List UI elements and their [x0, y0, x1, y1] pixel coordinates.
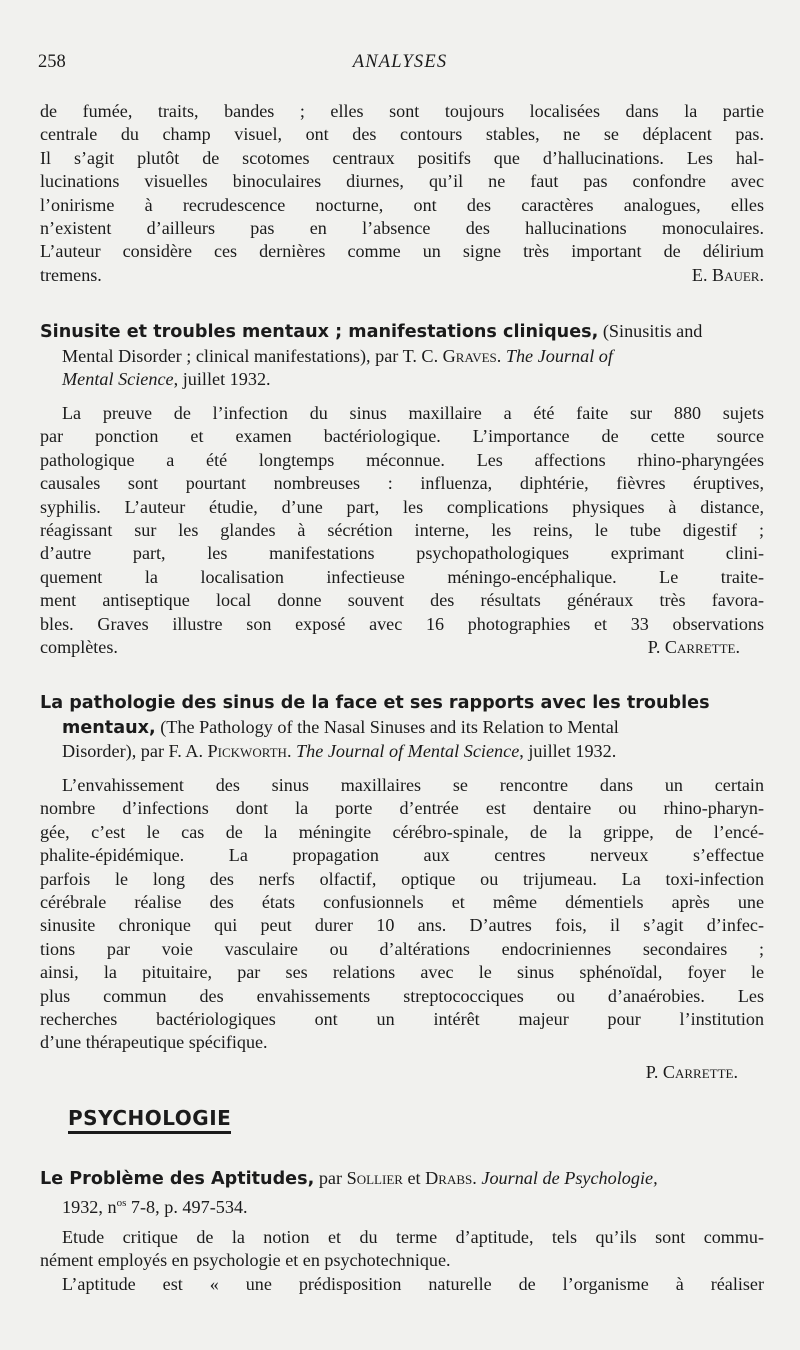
text-line-start: tremens. [40, 264, 102, 285]
issue-year: 1932, n [62, 1196, 117, 1217]
text-line: parfois le long des nerfs olfactif, optique ou trijumeau. La toxi-infection [40, 868, 764, 889]
title-line: Le Problème des Aptitudes, par Sollier et Drabs. Journal de Psychologie, [40, 1168, 658, 1189]
text-line: plus commun des envahissements streptococciques ou d’anaérobies. Les [40, 985, 764, 1006]
title-bold-cont: mentaux, [62, 717, 156, 738]
page-number: 258 [38, 52, 66, 72]
article-body-pathologie [40, 774, 764, 1084]
title-rest: (Sinusitis and [598, 321, 703, 341]
text-line: centrale du champ visuel, ont des contours stables, ne se déplacent pas. [40, 124, 764, 145]
signature-bauer: E. Bauer. [691, 264, 764, 285]
publication-date: , juillet 1932. [173, 369, 271, 389]
text-line: recherches bactériologiques ont un intérêt majeur pour l’institution [40, 1009, 764, 1030]
title-bold: La pathologie des sinus de la face et ses rapports avec les troubles [40, 693, 710, 713]
article-body-aptitudes [40, 1226, 764, 1296]
author-name: Sollier [346, 1168, 403, 1188]
signature-carrette: P. Carrette. [647, 637, 740, 658]
text-line-start: complètes. [40, 637, 118, 658]
author-name: Graves [442, 345, 497, 366]
text-line: lucinations visuelles binoculaires diurnes, qu’il ne faut pas confondre avec [40, 171, 764, 192]
text-line [40, 264, 764, 287]
text-line: tions par voie vasculaire ou d’altérations endocriniennes secondaires ; [40, 938, 764, 959]
text-line: La preuve de l’infection du sinus maxillaire a été faite sur 880 sujets [62, 403, 764, 423]
title-line-text: Mental Disorder ; clinical manifestations), par T. C. [62, 345, 443, 366]
text-line: d’autre part, les manifestations psychopathologiques exprimant clini- [40, 543, 764, 564]
text-line: nombre d’infections dont la porte d’entrée est dentaire ou rhino-pharyn- [40, 798, 764, 819]
journal-name: Journal de Psychologie, [481, 1168, 658, 1188]
section-heading: PSYCHOLOGIE [68, 1106, 231, 1134]
text-line [40, 636, 764, 659]
article-title-pathologie [40, 692, 764, 764]
signature-carrette: P. Carrette. [645, 1061, 738, 1082]
text-line: l’onirisme à recrudescence nocturne, ont des caractères analogues, elles [40, 194, 764, 215]
text-line: bles. Graves illustre son exposé avec 16 photographies et 33 observations [40, 613, 764, 634]
author-dot: . [496, 345, 506, 366]
article-body-sinusite [40, 402, 764, 659]
text-line: Il s’agit plutôt de scotomes centraux positifs que d’hallucinations. Les hal- [40, 147, 764, 168]
text-line: syphilis. L’auteur étudie, d’une part, les complications physiques à distance, [40, 496, 764, 517]
text-line: cérébrale réalise des états confusionnels et même démentiels après une [40, 892, 764, 913]
journal-name-cont: Mental Science [62, 369, 174, 389]
article-title-aptitudes [40, 1167, 764, 1219]
author-name: Drabs [425, 1168, 473, 1188]
text-line: gée, c’est le cas de la méningite cérébro-spinale, de la grippe, de l’encé- [40, 821, 764, 842]
title-line [40, 716, 764, 741]
title-par: par [314, 1168, 347, 1188]
text-line: d’une thérapeutique spécifique. [40, 1032, 268, 1053]
title-line [40, 345, 764, 369]
text-line: L’envahissement des sinus maxillaires se rencontre dans un certain [62, 775, 764, 795]
text-line: causales sont pourtant nombreuses : influenza, diphtérie, fièvres éruptives, [40, 473, 764, 494]
text-line: ment antiseptique local donne souvent des résultats généraux très favora- [40, 590, 764, 611]
text-line: n’existent d’ailleurs pas en l’absence des hallucinations monoculaires. [40, 218, 764, 239]
running-title: ANALYSES [352, 52, 448, 72]
journal-name: The Journal of [505, 345, 613, 366]
title-rest: (The Pathology of the Nasal Sinuses and its Relation to Mental [155, 716, 619, 737]
text-line: réagissant sur les glandes à sécrétion interne, les reins, le tube digestif ; [40, 520, 764, 541]
text-line: L’aptitude est « une prédisposition naturelle de l’organisme à réaliser [62, 1273, 764, 1294]
text-line: phalite-épidémique. La propagation aux centres nerveux s’effectue [40, 845, 764, 866]
title-line: Disorder), par F. A. Pickworth. The Journal of Mental Science, juillet 1932. [62, 741, 617, 761]
article-title-sinusite [40, 320, 764, 392]
text-line: pathologique a été longtemps méconnue. Les affections rhino-pharyngées [40, 449, 764, 470]
issue-pages: 7-8, p. 497-534. [126, 1196, 248, 1217]
title-line [40, 320, 764, 345]
page-header [38, 50, 762, 74]
text-line: nément employés en psychologie et en psychotechnique. [40, 1250, 451, 1271]
continuation-paragraph [40, 100, 764, 287]
issue-sup: os [116, 1196, 127, 1209]
title-line [40, 692, 764, 716]
author-name: Pickworth [207, 741, 287, 761]
text-line: sinusite chronique qui peut durer 10 ans. D’autres fois, il s’agit d’infec- [40, 915, 764, 936]
publication-date: , juillet 1932. [519, 741, 617, 761]
text-line: ainsi, la pituitaire, par ses relations avec le sinus sphénoïdal, foyer le [40, 962, 764, 983]
journal-name: The Journal of Mental Science [296, 741, 520, 761]
title-line [40, 368, 764, 392]
text-line: par ponction et examen bactériologique. L’importance de cette source [40, 426, 764, 447]
title-bold: Sinusite et troubles mentaux ; manifestations cliniques, [40, 322, 599, 342]
text-line: de fumée, traits, bandes ; elles sont toujours localisées dans la partie [40, 101, 764, 121]
text-line: Etude critique de la notion et du terme d’aptitude, tels qu’ils sont commu- [62, 1227, 764, 1247]
text-line: L’auteur considère ces dernières comme un signe très important de délirium [40, 241, 764, 262]
author-and: et [402, 1168, 426, 1188]
title-line [40, 1192, 764, 1220]
text-line: quement la localisation infectieuse méningo-encéphalique. Le traite- [40, 566, 764, 587]
title-line-text: Disorder), par F. A. [62, 741, 208, 761]
title-bold: Le Problème des Aptitudes, [40, 1169, 315, 1189]
